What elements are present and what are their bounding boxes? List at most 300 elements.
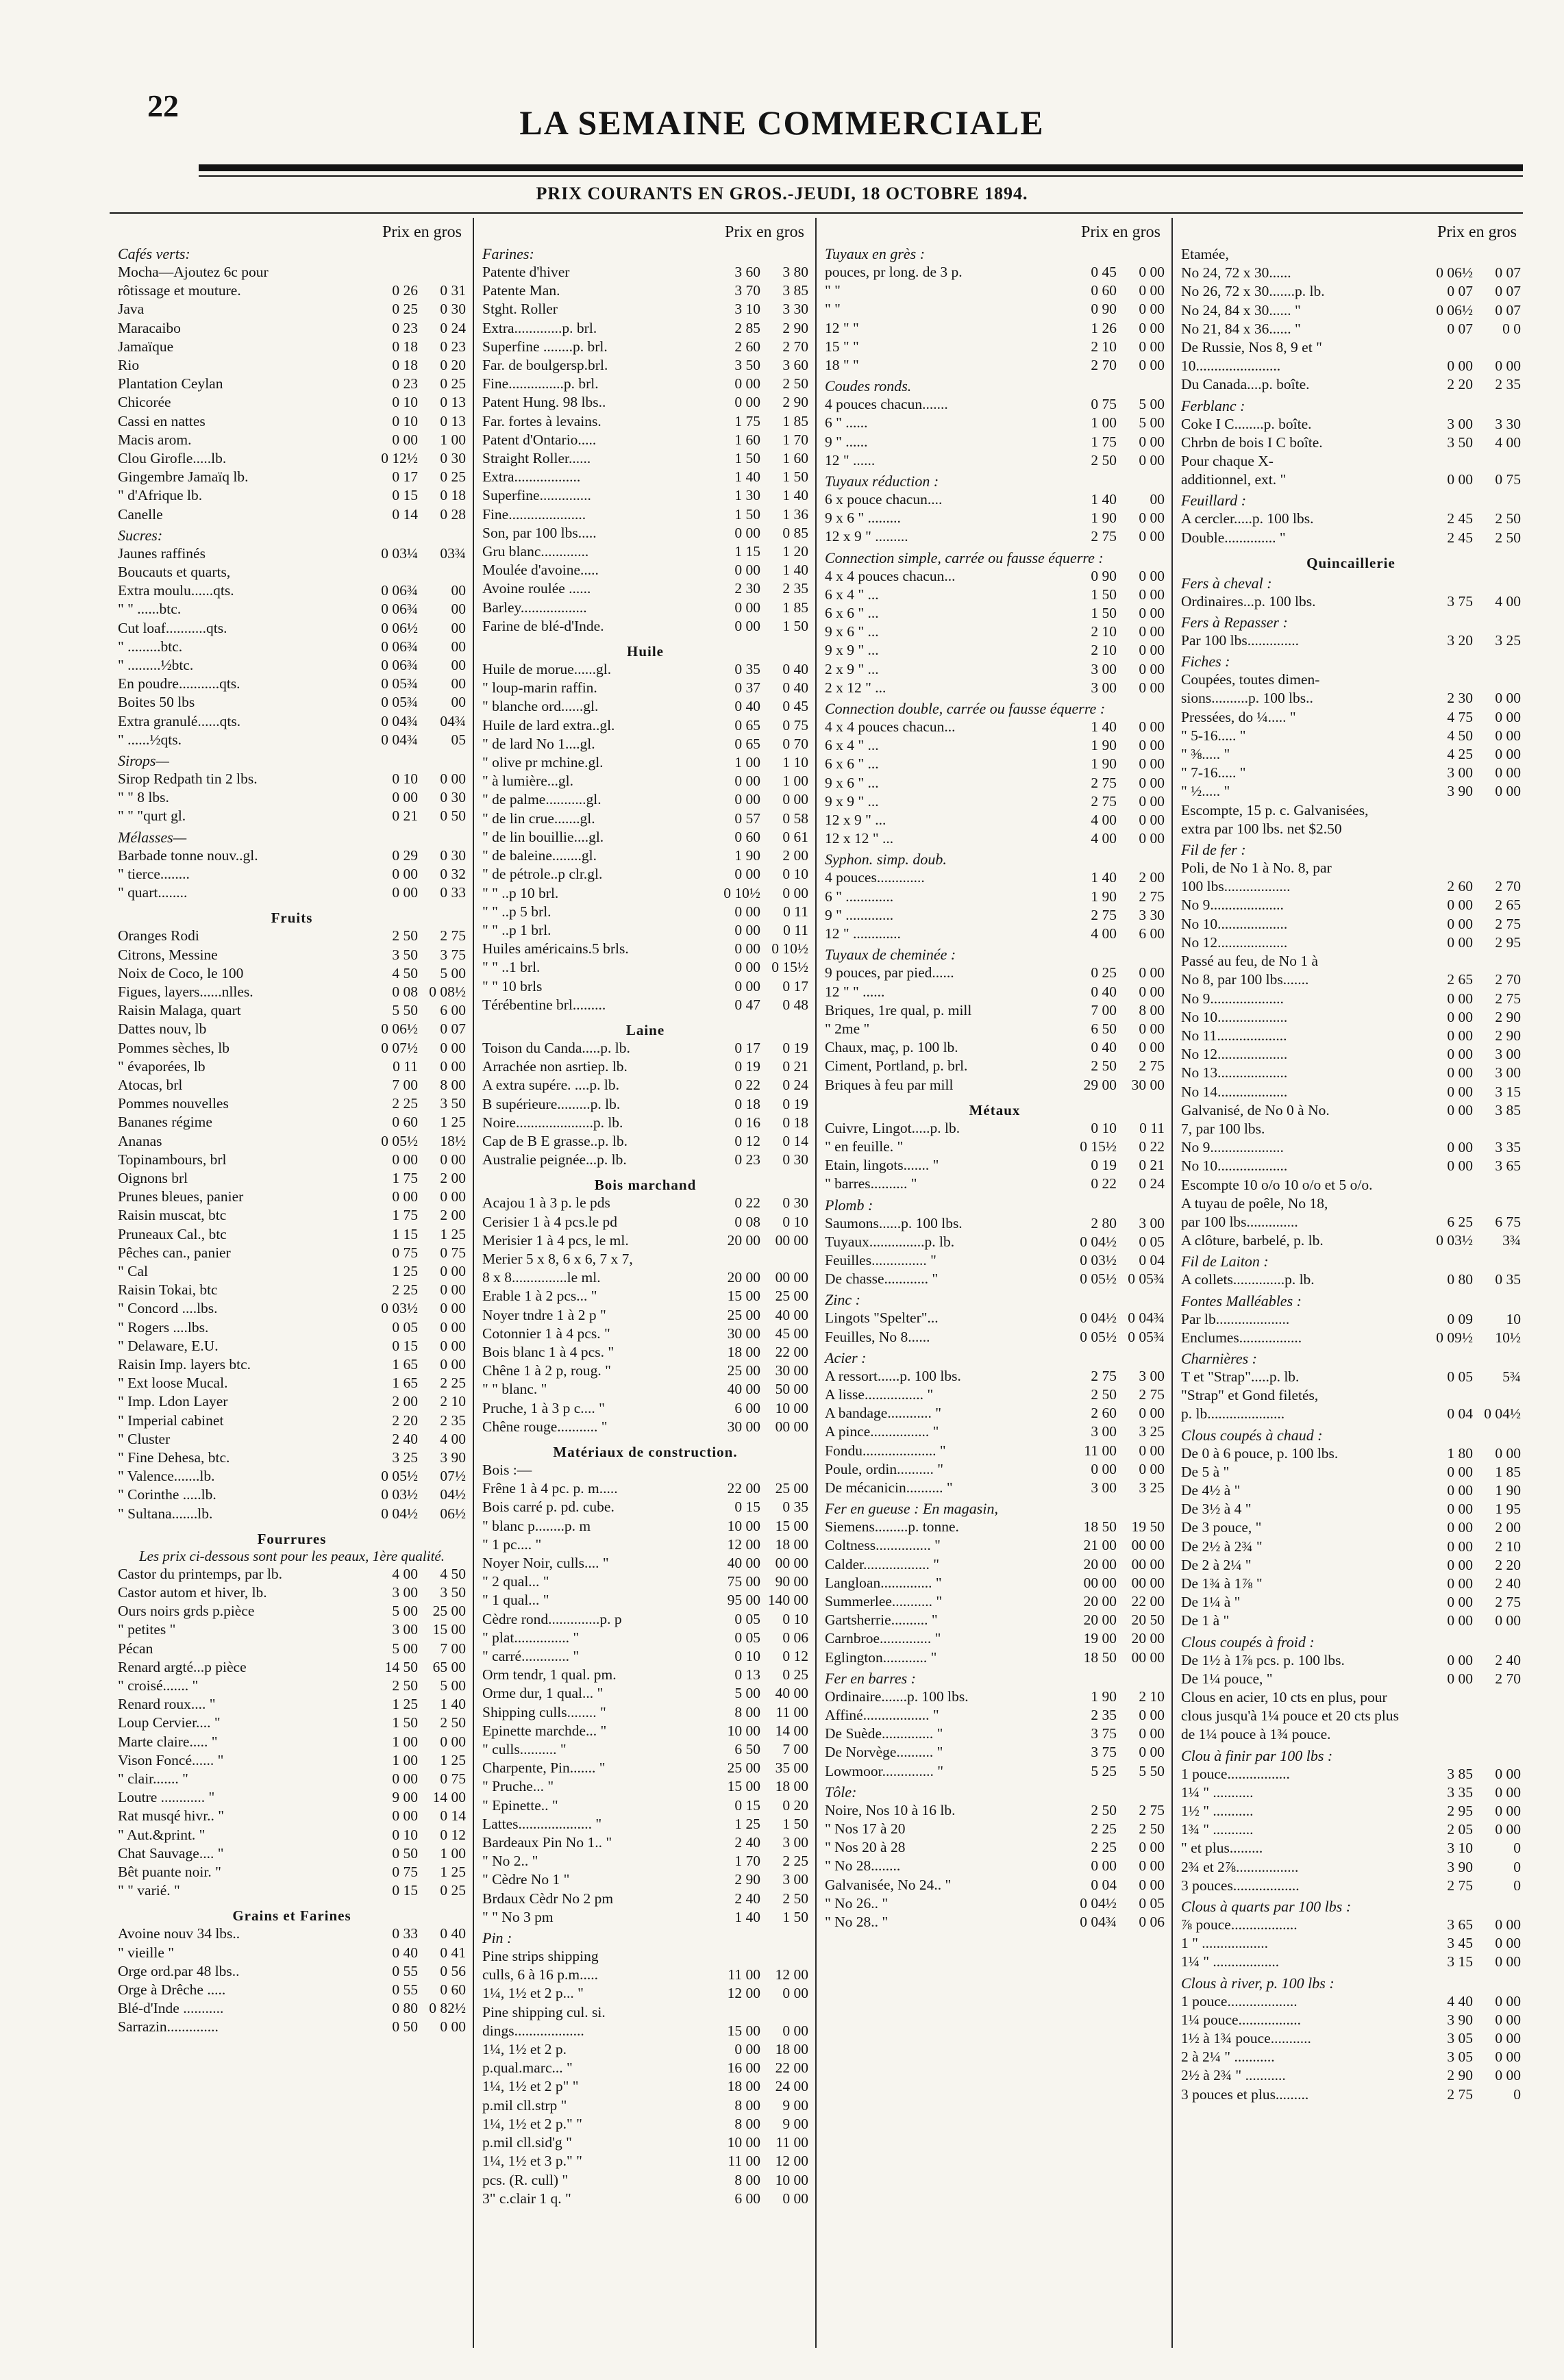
price-row xyxy=(482,2096,808,2115)
price-high: 06½ xyxy=(440,1505,466,1522)
item-label: Loutre ............ " xyxy=(118,1789,215,1806)
price-row xyxy=(1181,1083,1521,1101)
price-row xyxy=(118,638,466,656)
price-row xyxy=(482,1759,808,1777)
price-low: 95 00 xyxy=(727,1592,760,1609)
price-low: 4 75 xyxy=(1447,708,1473,725)
price-row xyxy=(825,774,1165,792)
price-high: 0 00 xyxy=(782,791,808,808)
price-row xyxy=(1181,1064,1521,1082)
price-high: 0 00 xyxy=(1139,964,1165,981)
price-high: 04½ xyxy=(440,1486,466,1503)
section-heading: Syphon. simp. doub. xyxy=(825,851,947,868)
price-section xyxy=(825,851,1165,943)
price-high: 3 30 xyxy=(782,301,808,318)
item-label: pouces, pr long. de 3 p. xyxy=(825,264,963,280)
price-high: 18 00 xyxy=(775,1778,808,1795)
price-row xyxy=(1181,452,1521,471)
price-row xyxy=(825,1725,1165,1743)
price-row xyxy=(118,431,466,449)
price-row xyxy=(1181,896,1521,914)
item-label: 9 x 9 " ... xyxy=(825,792,879,810)
price-row xyxy=(482,977,808,996)
price-row xyxy=(1181,1310,1521,1329)
price-high: 7 00 xyxy=(782,1741,808,1758)
item-label: Siemens.........p. tonne. xyxy=(825,1518,959,1536)
item-label: Bois carré p. pd. cube. xyxy=(482,1499,615,1516)
item-label: Ananas xyxy=(118,1132,162,1149)
price-row xyxy=(1181,1368,1521,1386)
item-label: " et plus......... xyxy=(1181,1840,1263,1857)
item-label: Ordinaires...p. 100 lbs. xyxy=(1181,592,1316,610)
price-row xyxy=(482,281,808,300)
item-label: Maracaibo xyxy=(118,319,181,336)
price-high: 2 90 xyxy=(782,319,808,336)
price-high: 2 50 xyxy=(440,1714,466,1731)
price-low: 0 00 xyxy=(1447,915,1473,932)
price-high: 3 00 xyxy=(782,1834,808,1851)
item-label: No 8, par 100 lbs....... xyxy=(1181,971,1309,988)
item-label: Bardeaux Pin No 1.. " xyxy=(482,1834,612,1851)
price-high: 0 00 xyxy=(1139,812,1165,829)
item-label: 9 x 6 " ... xyxy=(825,623,879,640)
price-low: 8 00 xyxy=(734,1703,760,1720)
price-high: 0 14 xyxy=(440,1807,466,1825)
price-low: 40 00 xyxy=(727,1555,760,1571)
price-low: 0 03½ xyxy=(1436,1232,1473,1249)
price-row xyxy=(118,1374,466,1392)
item-label: Oranges Rodi xyxy=(118,927,199,944)
price-high: 2 75 xyxy=(1495,990,1521,1007)
item-label: De 1¼ à " xyxy=(1181,1594,1241,1611)
item-label: Boites 50 lbs xyxy=(118,694,195,711)
price-row xyxy=(482,1039,808,1057)
price-high: 0 00 xyxy=(1139,718,1165,736)
price-low: 2 60 xyxy=(734,338,760,355)
price-low: 0 00 xyxy=(1447,934,1473,951)
item-label: Cassi en nattes xyxy=(118,412,206,429)
item-label: " en feuille. " xyxy=(825,1138,904,1155)
price-low: 0 08 xyxy=(392,983,418,1000)
price-high: 1 10 xyxy=(782,754,808,771)
price-low: 18 50 xyxy=(1083,1518,1117,1536)
price-high: 0 00 xyxy=(1139,567,1165,584)
item-label: Etain, lingots....... " xyxy=(825,1157,939,1174)
item-label: " No 26.. " xyxy=(825,1894,889,1912)
price-high: 0 07 xyxy=(440,1020,466,1038)
price-low: 0 00 xyxy=(1447,1463,1473,1480)
price-low: 10 00 xyxy=(727,2134,760,2151)
price-list-banner: PRIX COURANTS EN GROS.-JEUDI, 18 OCTOBRE 1894. xyxy=(536,184,1028,203)
price-high: 0 22 xyxy=(1139,1138,1165,1155)
price-row xyxy=(482,1380,808,1399)
price-row xyxy=(118,927,466,945)
item-label: 1¼, 1½ et 2 p." " xyxy=(482,2115,582,2132)
price-row xyxy=(1181,801,1521,820)
price-low: 0 00 xyxy=(1447,1157,1473,1175)
price-high: 0 21 xyxy=(782,1058,808,1075)
price-low: 0 04 xyxy=(1091,1876,1117,1893)
item-label: Jamaïque xyxy=(118,338,174,355)
price-low: 9 00 xyxy=(392,1789,418,1806)
item-label: Superfine.............. xyxy=(482,487,591,504)
item-label: A pince................ " xyxy=(825,1423,939,1440)
price-row xyxy=(482,1517,808,1536)
item-label: De Suède.............. " xyxy=(825,1725,943,1742)
price-low: 0 15 xyxy=(392,1337,418,1354)
price-low: 0 12½ xyxy=(381,450,418,467)
price-row xyxy=(482,505,808,524)
item-label: 3 pouces et plus......... xyxy=(1181,2085,1309,2103)
price-low: 3 00 xyxy=(1091,660,1117,677)
price-high: 0 35 xyxy=(782,1499,808,1516)
price-low: 0 10 xyxy=(1091,1119,1117,1136)
price-row xyxy=(482,865,808,884)
item-label: Par lb.................... xyxy=(1181,1310,1290,1327)
price-section xyxy=(1181,397,1521,490)
price-high: 00 xyxy=(451,694,466,711)
price-row xyxy=(825,906,1165,925)
item-label: Saumons......p. 100 lbs. xyxy=(825,1214,963,1231)
price-row xyxy=(482,1213,808,1231)
price-high: 3 90 xyxy=(440,1449,466,1466)
price-row xyxy=(482,1573,808,1591)
price-low: 0 00 xyxy=(1447,1519,1473,1536)
price-row xyxy=(118,1113,466,1131)
price-low: 4 25 xyxy=(1447,746,1473,763)
price-low: 0 60 xyxy=(1091,282,1117,299)
item-label: De Russie, Nos 8, 9 et " xyxy=(1181,339,1322,356)
price-low: 2 20 xyxy=(392,1412,418,1429)
price-row xyxy=(118,449,466,468)
item-label: No 9.................... xyxy=(1181,990,1284,1007)
price-low: 6 50 xyxy=(734,1741,760,1758)
price-high: 0 00 xyxy=(1139,1857,1165,1875)
price-low: 0 00 xyxy=(1447,1139,1473,1156)
price-section xyxy=(1181,492,1521,547)
price-low: 15 00 xyxy=(727,2022,760,2039)
item-label: No 9.................... xyxy=(1181,897,1284,914)
price-high: 1 00 xyxy=(440,1844,466,1862)
price-low: 0 60 xyxy=(392,1114,418,1131)
price-high: 0 00 xyxy=(1495,2067,1521,2084)
price-row xyxy=(482,810,808,828)
section-heading: Grains et Farines xyxy=(232,1907,351,1925)
price-row xyxy=(118,1844,466,1863)
price-section xyxy=(118,1530,466,1901)
column-header: Prix en gros xyxy=(725,223,804,241)
head-rule-thick xyxy=(199,164,1523,171)
price-low: 0 00 xyxy=(392,884,418,901)
item-label: De 2½ à 2¾ " xyxy=(1181,1538,1263,1555)
price-high: 0 32 xyxy=(440,865,466,882)
price-high: 0 41 xyxy=(440,1944,466,1961)
item-label: Huile de lard extra..gl. xyxy=(482,716,615,734)
price-row xyxy=(482,1610,808,1629)
price-row xyxy=(825,281,1165,300)
price-row xyxy=(825,338,1165,356)
price-high: 0 00 xyxy=(1139,1460,1165,1477)
price-high: 0 30 xyxy=(440,301,466,318)
price-row xyxy=(482,2152,808,2170)
price-high: 07½ xyxy=(440,1468,466,1485)
item-label: Carnbroe.............. " xyxy=(825,1630,941,1647)
item-label: No 21, 84 x 36...... " xyxy=(1181,320,1301,337)
price-high: 15 00 xyxy=(775,1517,808,1534)
price-row xyxy=(482,2115,808,2133)
price-low: 1 50 xyxy=(1091,586,1117,603)
item-label: Pine shipping cul. si. xyxy=(482,2003,606,2020)
price-high: 1 50 xyxy=(782,1815,808,1832)
price-low: 0 00 xyxy=(1447,1083,1473,1100)
price-high: 0 06 xyxy=(1139,1914,1165,1931)
price-low: 3 10 xyxy=(1447,1840,1473,1857)
price-row xyxy=(482,1870,808,1889)
price-low: 2 50 xyxy=(1091,1057,1117,1075)
price-high: 0 00 xyxy=(782,2022,808,2039)
section-heading: Feuillard : xyxy=(1181,492,1247,510)
price-high: 3 75 xyxy=(440,946,466,963)
price-row xyxy=(1181,1916,1521,1934)
price-row xyxy=(482,542,808,561)
price-high: 0 00 xyxy=(1139,1725,1165,1742)
price-high: 0 08½ xyxy=(429,983,466,1000)
price-low: 00 00 xyxy=(1083,1574,1117,1591)
price-high: 0 00 xyxy=(1495,690,1521,707)
item-label: Eglington............ " xyxy=(825,1649,937,1666)
item-label: De 3 pouce, " xyxy=(1181,1519,1262,1536)
price-low: 2 50 xyxy=(1091,1801,1117,1818)
item-label: " Cal xyxy=(118,1262,149,1279)
price-row xyxy=(482,1536,808,1554)
price-high: 0 00 xyxy=(1495,2011,1521,2028)
price-high: 0 07 xyxy=(1495,264,1521,281)
price-high: 1 95 xyxy=(1495,1501,1521,1518)
price-high: 90 00 xyxy=(775,1573,808,1590)
price-row xyxy=(1181,1008,1521,1027)
item-label: 15 " " xyxy=(825,338,859,355)
price-row xyxy=(118,1944,466,1962)
price-section xyxy=(1181,245,1521,394)
price-high: 2 35 xyxy=(440,1412,466,1429)
price-row xyxy=(1181,415,1521,434)
price-high: 2 00 xyxy=(440,1207,466,1224)
price-high: 0 00 xyxy=(1139,319,1165,336)
price-high: 0 00 xyxy=(1495,1992,1521,2009)
price-row xyxy=(825,868,1165,887)
price-section xyxy=(825,1670,1165,1781)
price-high: 0 00 xyxy=(1139,586,1165,603)
price-row xyxy=(825,433,1165,451)
price-low: 11 00 xyxy=(1084,1442,1117,1459)
price-high: 2 90 xyxy=(1495,1008,1521,1025)
price-high: 00 00 xyxy=(1131,1574,1165,1591)
price-row xyxy=(482,1095,808,1114)
price-row xyxy=(118,1039,466,1057)
price-low: 1 70 xyxy=(734,1853,760,1870)
item-label: p. lb..................... xyxy=(1181,1405,1285,1423)
price-low: 2 90 xyxy=(734,1871,760,1888)
price-low: 0 06½ xyxy=(1436,264,1473,281)
price-low: 20 00 xyxy=(1083,1612,1117,1629)
price-low: 0 04½ xyxy=(1080,1894,1117,1912)
price-row xyxy=(118,1981,466,1999)
price-high: 0 00 xyxy=(1139,1039,1165,1056)
price-row xyxy=(118,563,466,581)
item-label: Superfine ........p. brl. xyxy=(482,338,608,355)
price-low: 0 00 xyxy=(734,903,760,920)
price-high: 0 00 xyxy=(1139,830,1165,847)
item-label: Chêne rouge........... " xyxy=(482,1418,608,1435)
price-row xyxy=(825,1555,1165,1574)
item-label: " loup-marin raffin. xyxy=(482,679,597,697)
price-row xyxy=(118,1565,466,1583)
price-high: 0 00 xyxy=(1139,1839,1165,1856)
price-row xyxy=(482,679,808,697)
price-row xyxy=(482,1151,808,1169)
price-low: 3 00 xyxy=(392,1584,418,1601)
item-label: Tuyaux...............p. lb. xyxy=(825,1233,955,1250)
price-row xyxy=(1181,510,1521,528)
item-label: 1 pouce................. xyxy=(1181,1765,1290,1782)
price-high: 2 75 xyxy=(1495,1594,1521,1611)
price-row xyxy=(825,1460,1165,1479)
item-label: Cèdre rond..............p. p xyxy=(482,1610,622,1627)
item-label: Erable 1 à 2 pcs... " xyxy=(482,1288,597,1305)
price-high: 0 00 xyxy=(1139,1744,1165,1761)
item-label: A tuyau de poêle, No 18, xyxy=(1181,1194,1328,1212)
item-label: additionnel, ext. " xyxy=(1181,471,1287,488)
price-high: 3 65 xyxy=(1495,1157,1521,1175)
price-high: 0 00 xyxy=(1495,727,1521,744)
item-label: Oignons brl xyxy=(118,1169,188,1186)
item-label: A collets..............p. lb. xyxy=(1181,1271,1315,1288)
price-row xyxy=(825,414,1165,432)
item-label: Cap de B E grasse..p. lb. xyxy=(482,1132,628,1149)
price-row xyxy=(482,1325,808,1343)
price-low: 0 00 xyxy=(734,599,760,616)
price-row xyxy=(118,656,466,675)
item-label: Patent d'Ontario..... xyxy=(482,431,597,448)
section-heading: Clous à river, p. 100 lbs : xyxy=(1181,1974,1335,1992)
price-row xyxy=(482,1703,808,1722)
price-low: 0 00 xyxy=(1447,1481,1473,1499)
column-header: Prix en gros xyxy=(1081,223,1160,241)
price-high: 0 00 xyxy=(1139,792,1165,810)
price-row xyxy=(482,524,808,542)
price-low: 0 00 xyxy=(734,959,760,976)
item-label: 6 x 4 " ... xyxy=(825,586,879,603)
price-row xyxy=(1181,1575,1521,1593)
price-high: 0 07 xyxy=(1495,301,1521,318)
price-low: 0 00 xyxy=(1447,1027,1473,1044)
price-high: 0 07 xyxy=(1495,283,1521,300)
price-row xyxy=(825,1038,1165,1057)
price-row xyxy=(1181,1765,1521,1783)
price-high: 9 00 xyxy=(782,2115,808,2132)
price-low: 7 00 xyxy=(1091,1001,1117,1018)
item-label: " No 28.. " xyxy=(825,1914,889,1931)
price-low: 2 75 xyxy=(1091,1367,1117,1384)
section-heading: Fil de Laiton : xyxy=(1181,1253,1269,1270)
price-low: 25 00 xyxy=(727,1759,760,1777)
price-low: 30 00 xyxy=(727,1418,760,1435)
price-low: 0 05 xyxy=(1447,1368,1473,1385)
price-row xyxy=(482,1498,808,1516)
price-high: 0 30 xyxy=(440,789,466,806)
section-heading: Fruits xyxy=(271,910,313,927)
price-low: 7 00 xyxy=(392,1076,418,1093)
price-row xyxy=(118,1020,466,1038)
section-heading: Huile xyxy=(626,643,664,660)
item-label: Térébentine brl......... xyxy=(482,996,606,1013)
price-row xyxy=(825,1801,1165,1820)
section-heading: Connection double, carrée ou fausse équerre : xyxy=(825,700,1106,718)
price-row xyxy=(1181,970,1521,989)
price-row xyxy=(825,1233,1165,1251)
price-high: 2 40 xyxy=(1495,1651,1521,1668)
item-label: " " varié. " xyxy=(118,1882,180,1899)
price-row xyxy=(825,356,1165,375)
price-high: 0 75 xyxy=(1495,471,1521,488)
price-high: 0 00 xyxy=(1139,660,1165,677)
price-low: 0 00 xyxy=(734,940,760,957)
price-row xyxy=(118,1788,466,1807)
price-high: 18 00 xyxy=(775,2041,808,2058)
price-high: 0 00 xyxy=(1139,1707,1165,1723)
price-high: 03¾ xyxy=(440,544,466,562)
price-high: 2 35 xyxy=(782,580,808,597)
item-label: No 26, 72 x 30.......p. lb. xyxy=(1181,283,1325,300)
item-label: Raisin muscat, btc xyxy=(118,1207,227,1224)
price-low: 0 07½ xyxy=(381,1039,418,1056)
section-heading: Sirops— xyxy=(118,752,169,770)
item-label: Merier 5 x 8, 6 x 6, 7 x 7, xyxy=(482,1250,633,1267)
price-row xyxy=(118,1962,466,1981)
price-low: 3 05 xyxy=(1447,2030,1473,2047)
price-high: 0 40 xyxy=(782,661,808,678)
price-high: 5¾ xyxy=(1502,1368,1521,1385)
item-label: Summerlee........... " xyxy=(825,1592,943,1609)
price-high: 04¾ xyxy=(440,712,466,729)
price-high: 1 20 xyxy=(782,543,808,560)
section-heading: Matériaux de construction. xyxy=(553,1443,738,1460)
item-label: " " ..1 brl. xyxy=(482,959,541,976)
price-high: 3 30 xyxy=(1139,906,1165,923)
price-high: 65 00 xyxy=(432,1658,466,1675)
price-low: 2 10 xyxy=(1091,338,1117,355)
price-high: 3 25 xyxy=(1139,1479,1165,1496)
price-row xyxy=(482,1966,808,1984)
price-low: 0 22 xyxy=(1091,1175,1117,1192)
price-low: 8 00 xyxy=(734,2115,760,2132)
item-label: Noyer Noir, culls.... " xyxy=(482,1555,609,1571)
price-row xyxy=(1181,2029,1521,2048)
price-row xyxy=(482,393,808,412)
price-low: 0 23 xyxy=(392,375,418,392)
price-high: 0 xyxy=(1513,1840,1521,1857)
price-row xyxy=(482,735,808,753)
price-low: 0 90 xyxy=(1091,567,1117,584)
price-low: 2 00 xyxy=(392,1393,418,1410)
price-low: 1 75 xyxy=(392,1207,418,1224)
item-label: Canelle xyxy=(118,505,163,523)
price-low: 2 60 xyxy=(1447,878,1473,895)
section-heading: Tuyaux réduction : xyxy=(825,473,939,490)
price-row xyxy=(482,1984,808,2003)
price-column-3 xyxy=(815,218,1171,2348)
price-low: 0 10 xyxy=(392,771,418,788)
